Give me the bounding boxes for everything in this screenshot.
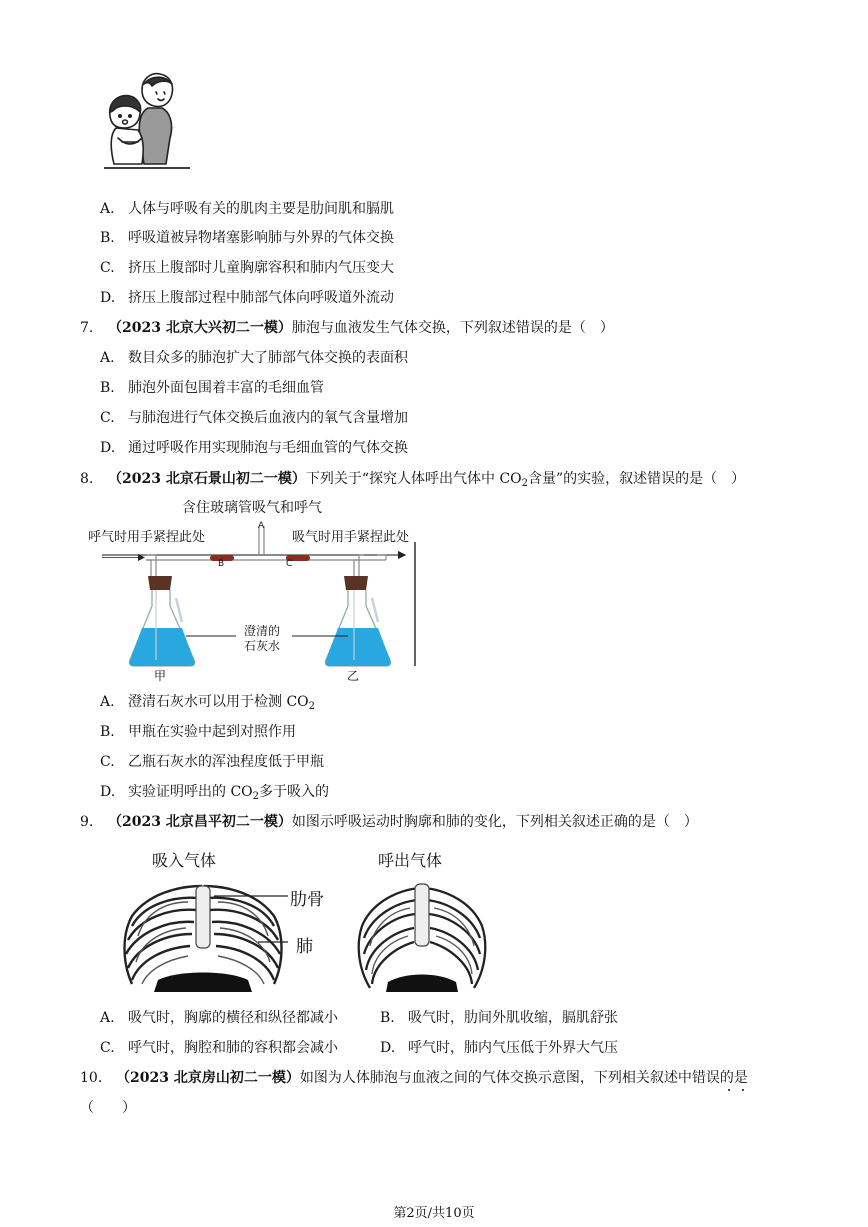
figure-label-left: 呼气时用手紧捏此处 (88, 530, 206, 545)
question-source: （2023 北京昌平初二一模） (108, 814, 292, 830)
option-letter: C. (100, 1040, 115, 1056)
q8-option-d (100, 783, 329, 806)
subscript: 2 (308, 701, 316, 712)
question-text-cont: 含量”的实验，叙述错误的是（ ） (528, 471, 746, 487)
question-number: 9. (80, 814, 94, 830)
q6-option-d (100, 289, 394, 307)
liquid-label-1: 澄清的 (244, 624, 281, 638)
question-text: 肺泡与血液发生气体交换，下列叙述错误的是（ ） (291, 320, 614, 336)
option-text: 呼气时，胸腔和肺的容积都会减小 (128, 1040, 338, 1056)
lung-label: 肺 (296, 937, 313, 957)
option-letter: D. (100, 784, 116, 800)
option-letter: C. (100, 260, 115, 276)
q6-option-b (100, 229, 394, 247)
ribcage-inhale-figure (118, 876, 288, 994)
option-text: 人体与呼吸有关的肌肉主要是肋间肌和膈肌 (128, 201, 394, 217)
question-source: （2023 北京石景山初二一模） (108, 471, 306, 487)
q8-stem (80, 470, 745, 493)
q6-option-c (100, 259, 394, 277)
heimlich-illustration (104, 68, 190, 174)
option-text: 挤压上腹部时儿童胸廓容积和肺内气压变大 (128, 260, 394, 276)
q7-option-b (100, 379, 324, 397)
q9-stem (80, 813, 698, 831)
option-letter: A. (100, 694, 115, 710)
subscript: 2 (521, 478, 529, 489)
figure-label-right: 吸气时用手紧捏此处 (292, 530, 410, 545)
q9-option-a (100, 1009, 338, 1027)
option-text: 吸气时，肋间外肌收缩，膈肌舒张 (408, 1010, 618, 1026)
option-letter: B. (380, 1010, 395, 1026)
q9-option-c (100, 1039, 338, 1057)
option-text: 肺泡外面包围着丰富的毛细血管 (128, 380, 324, 396)
flask-right-label: 乙 (347, 669, 360, 683)
q6-option-a (100, 200, 394, 218)
ribcage-exhale-figure (352, 880, 492, 994)
option-text-cont: 多于吸入的 (259, 784, 330, 800)
page-footer: 第2页/共10页 (393, 1206, 475, 1221)
q9-option-b (380, 1009, 618, 1027)
q10-stem (80, 1069, 748, 1087)
question-source: （2023 北京房山初二一模） (116, 1070, 300, 1086)
option-text: 吸气时，胸廓的横径和纵径都减小 (128, 1010, 338, 1026)
question-source: （2023 北京大兴初二一模） (108, 320, 292, 336)
option-letter: A. (100, 201, 115, 217)
option-letter: D. (380, 1040, 396, 1056)
option-text: 通过呼吸作用实现肺泡与毛细血管的气体交换 (128, 440, 408, 456)
option-letter: D. (100, 290, 116, 306)
point-a-label: A (258, 521, 265, 531)
q7-option-d (100, 439, 408, 457)
option-text: 乙瓶石灰水的浑浊程度低于甲瓶 (128, 754, 324, 770)
option-text: 实验证明呼出的 CO (128, 784, 253, 800)
option-text: 澄清石灰水可以用于检测 CO (128, 694, 309, 710)
emphasis-dot (742, 1089, 744, 1091)
q10-answer-paren: （ ） (80, 1100, 136, 1116)
option-letter: B. (100, 230, 115, 246)
option-letter: B. (100, 380, 115, 396)
question-text: 如图为人体肺泡与血液之间的气体交换示意图，下列相关叙述中错误的是 (299, 1070, 748, 1086)
question-number: 10. (80, 1070, 103, 1086)
subscript: 2 (252, 791, 260, 802)
q8-option-c (100, 753, 324, 771)
figure-label-top: 含住玻璃管吸气和呼气 (182, 500, 322, 516)
option-letter: C. (100, 410, 115, 426)
option-text: 数目众多的肺泡扩大了肺部气体交换的表面积 (128, 350, 408, 366)
q8-option-a (100, 693, 315, 716)
option-letter: C. (100, 754, 115, 770)
option-letter: B. (100, 724, 115, 740)
option-text: 甲瓶在实验中起到对照作用 (128, 724, 296, 740)
option-text: 与肺泡进行气体交换后血液内的氧气含量增加 (128, 410, 408, 426)
question-text: 下列关于“探究人体呼出气体中 CO (305, 471, 522, 487)
q9-option-d (380, 1039, 618, 1057)
inhale-label: 吸入气体 (152, 851, 217, 870)
option-letter: A. (100, 1010, 115, 1026)
option-text: 呼吸道被异物堵塞影响肺与外界的气体交换 (128, 230, 394, 246)
option-letter: A. (100, 350, 115, 366)
flask-left-label: 甲 (154, 669, 167, 683)
liquid-label-2: 石灰水 (244, 639, 281, 653)
option-text: 呼气时，肺内气压低于外界大气压 (408, 1040, 618, 1056)
q8-option-b (100, 723, 296, 741)
emphasis-dot (728, 1089, 730, 1091)
q7-stem (80, 319, 614, 337)
question-number: 7. (80, 320, 94, 336)
option-letter: D. (100, 440, 116, 456)
question-text: 如图示呼吸运动时胸廓和肺的变化，下列相关叙述正确的是（ ） (291, 814, 698, 830)
point-b-label: B (218, 559, 225, 569)
option-text: 挤压上腹部过程中肺部气体向呼吸道外流动 (128, 290, 394, 306)
question-number: 8. (80, 471, 94, 487)
point-c-label: C (286, 559, 293, 569)
rib-label: 肋骨 (290, 890, 324, 910)
exhale-label: 呼出气体 (378, 851, 443, 870)
q7-option-a (100, 349, 408, 367)
q7-option-c (100, 409, 408, 427)
